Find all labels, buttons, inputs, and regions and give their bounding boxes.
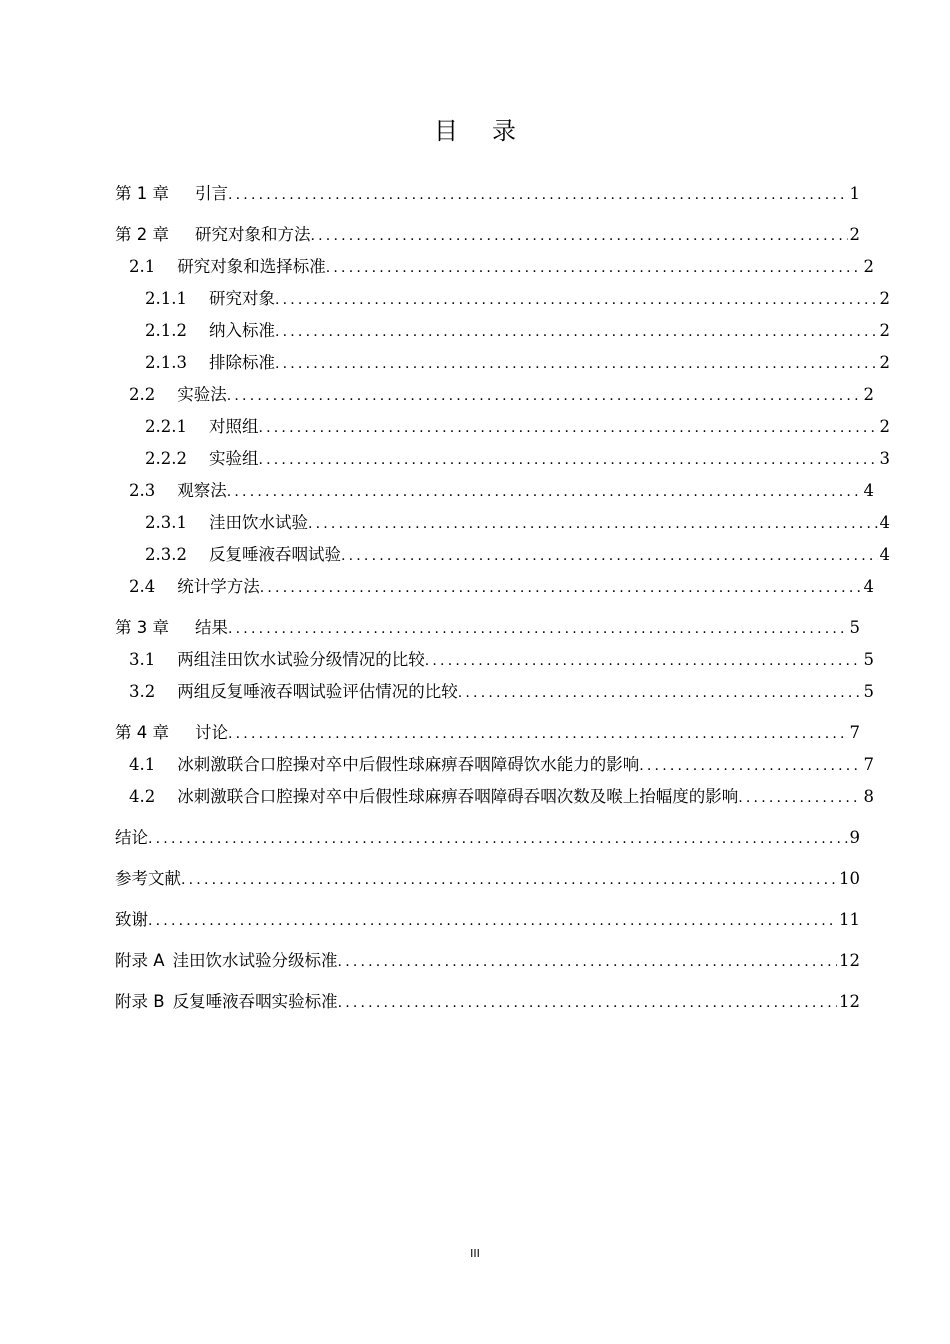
toc-entry[interactable]	[115, 781, 874, 813]
toc-dot-leader	[258, 412, 877, 444]
toc-entry-page-number: 10	[839, 869, 860, 888]
page-number-footer: III	[470, 1247, 480, 1260]
toc-entry-label: 冰刺激联合口腔操对卒中后假性球麻痹吞咽障碍饮水能力的影响	[177, 755, 640, 774]
toc-entry-page-number: 12	[839, 951, 860, 970]
toc-entry-page-number: 5	[863, 682, 874, 701]
toc-entry-page-number: 5	[863, 650, 874, 669]
toc-entry-page-number: 4	[879, 545, 890, 564]
toc-dot-leader	[275, 316, 878, 348]
toc-dot-leader	[275, 284, 878, 316]
toc-entry-number: 4.1	[129, 755, 156, 774]
toc-dot-leader	[458, 677, 862, 709]
toc-entry[interactable]	[115, 571, 874, 603]
toc-entry[interactable]	[115, 347, 890, 379]
toc-entry-number: 附录 B	[115, 992, 165, 1011]
toc-entry[interactable]	[115, 822, 860, 854]
toc-entry-label: 两组洼田饮水试验分级情况的比较	[177, 650, 425, 669]
toc-entry-page-number: 2	[879, 321, 890, 340]
toc-entry-page-number: 7	[849, 723, 860, 742]
toc-entry-label: 结果	[195, 618, 228, 637]
toc-entry-page-number: 3	[879, 449, 890, 468]
toc-entry[interactable]	[115, 986, 860, 1018]
toc-entry-page-number: 2	[879, 417, 890, 436]
table-of-contents	[115, 178, 890, 1018]
toc-entry-label: 反复唾液吞咽实验标准	[172, 992, 338, 1011]
toc-dot-leader	[227, 476, 862, 508]
toc-entry[interactable]	[115, 539, 890, 571]
toc-dot-leader	[228, 718, 848, 750]
toc-entry-number: 3.2	[129, 682, 156, 701]
page-title: 目录	[434, 117, 550, 145]
toc-entry-number: 第 2 章	[115, 225, 169, 244]
toc-entry-label: 实验法	[177, 385, 227, 404]
toc-entry-number: 2.3.1	[145, 513, 187, 532]
toc-entry-page-number: 2	[863, 385, 874, 404]
toc-entry[interactable]	[115, 379, 874, 411]
toc-entry-number: 附录 A	[115, 951, 165, 970]
toc-entry[interactable]	[115, 178, 860, 210]
toc-entry[interactable]	[115, 443, 890, 475]
toc-dot-leader	[228, 613, 848, 645]
toc-entry-label: 洼田饮水试验分级标准	[172, 951, 338, 970]
toc-entry[interactable]	[115, 612, 860, 644]
toc-entry-number: 2.3	[129, 481, 156, 500]
toc-dot-leader	[311, 220, 848, 252]
toc-entry-page-number: 2	[879, 353, 890, 372]
toc-entry[interactable]	[115, 945, 860, 977]
toc-entry-page-number: 7	[863, 755, 874, 774]
toc-dot-leader	[738, 782, 861, 814]
toc-entry-page-number: 2	[879, 289, 890, 308]
toc-entry-number: 第 1 章	[115, 184, 169, 203]
toc-entry[interactable]	[115, 676, 874, 708]
toc-entry-number: 2.2.2	[145, 449, 187, 468]
toc-entry[interactable]	[115, 749, 874, 781]
toc-entry[interactable]	[115, 904, 860, 936]
toc-dot-leader	[228, 179, 848, 211]
toc-entry-page-number: 1	[849, 184, 860, 203]
toc-entry-label: 观察法	[177, 481, 227, 500]
toc-entry-page-number: 11	[839, 910, 860, 929]
toc-entry-page-number: 4	[863, 481, 874, 500]
toc-dot-leader	[326, 252, 862, 284]
toc-entry-page-number: 2	[849, 225, 860, 244]
toc-entry-page-number: 12	[839, 992, 860, 1011]
toc-dot-leader	[425, 645, 862, 677]
toc-entry[interactable]	[115, 717, 860, 749]
toc-entry-number: 2.1	[129, 257, 156, 276]
toc-entry-number: 2.1.1	[145, 289, 187, 308]
toc-entry-number: 2.1.3	[145, 353, 187, 372]
toc-entry-label: 反复唾液吞咽试验	[208, 545, 341, 564]
toc-entry[interactable]	[115, 283, 890, 315]
toc-entry-page-number: 2	[863, 257, 874, 276]
toc-entry-page-number: 5	[849, 618, 860, 637]
toc-dot-leader	[148, 905, 837, 937]
toc-entry-page-number: 4	[863, 577, 874, 596]
toc-entry-number: 2.1.2	[145, 321, 187, 340]
toc-entry-label: 研究对象	[208, 289, 275, 308]
toc-entry[interactable]	[115, 219, 860, 251]
toc-entry-number: 3.1	[129, 650, 156, 669]
toc-entry-label: 排除标准	[208, 353, 275, 372]
toc-dot-leader	[341, 540, 878, 572]
toc-entry-number: 2.2.1	[145, 417, 187, 436]
toc-entry-number: 第 4 章	[115, 723, 169, 742]
toc-dot-leader	[338, 987, 837, 1019]
toc-dot-leader	[227, 380, 862, 412]
toc-entry-label: 洼田饮水试验	[208, 513, 308, 532]
toc-entry-label: 对照组	[208, 417, 259, 436]
toc-entry[interactable]	[115, 863, 860, 895]
toc-entry[interactable]	[115, 475, 874, 507]
toc-entry-label: 实验组	[208, 449, 259, 468]
toc-entry-number: 2.2	[129, 385, 156, 404]
toc-entry-page-number: 8	[863, 787, 874, 806]
toc-dot-leader	[338, 946, 837, 978]
toc-entry[interactable]	[115, 251, 874, 283]
toc-entry-label: 结论	[115, 828, 148, 847]
toc-dot-leader	[275, 348, 878, 380]
toc-entry[interactable]	[115, 411, 890, 443]
toc-entry-label: 统计学方法	[177, 577, 260, 596]
toc-entry-page-number: 9	[849, 828, 860, 847]
toc-entry[interactable]	[115, 644, 874, 676]
toc-dot-leader	[260, 572, 862, 604]
toc-entry-label: 冰刺激联合口腔操对卒中后假性球麻痹吞咽障碍吞咽次数及喉上抬幅度的影响	[177, 787, 739, 806]
toc-entry-label: 纳入标准	[208, 321, 275, 340]
toc-dot-leader	[308, 508, 878, 540]
toc-entry-page-number: 4	[879, 513, 890, 532]
toc-entry-label: 参考文献	[115, 869, 181, 888]
toc-entry-label: 讨论	[195, 723, 228, 742]
toc-entry-number: 2.4	[129, 577, 156, 596]
toc-entry-number: 第 3 章	[115, 618, 169, 637]
toc-entry-label: 两组反复唾液吞咽试验评估情况的比较	[177, 682, 458, 701]
toc-dot-leader	[148, 823, 848, 855]
toc-entry-label: 引言	[195, 184, 228, 203]
toc-dot-leader	[181, 864, 837, 896]
toc-entry[interactable]	[115, 507, 890, 539]
toc-entry-number: 2.3.2	[145, 545, 187, 564]
toc-entry[interactable]	[115, 315, 890, 347]
toc-dot-leader	[258, 444, 877, 476]
toc-entry-label: 致谢	[115, 910, 148, 929]
toc-dot-leader	[639, 750, 861, 782]
toc-entry-number: 4.2	[129, 787, 156, 806]
toc-entry-label: 研究对象和方法	[195, 225, 311, 244]
toc-entry-label: 研究对象和选择标准	[177, 257, 326, 276]
